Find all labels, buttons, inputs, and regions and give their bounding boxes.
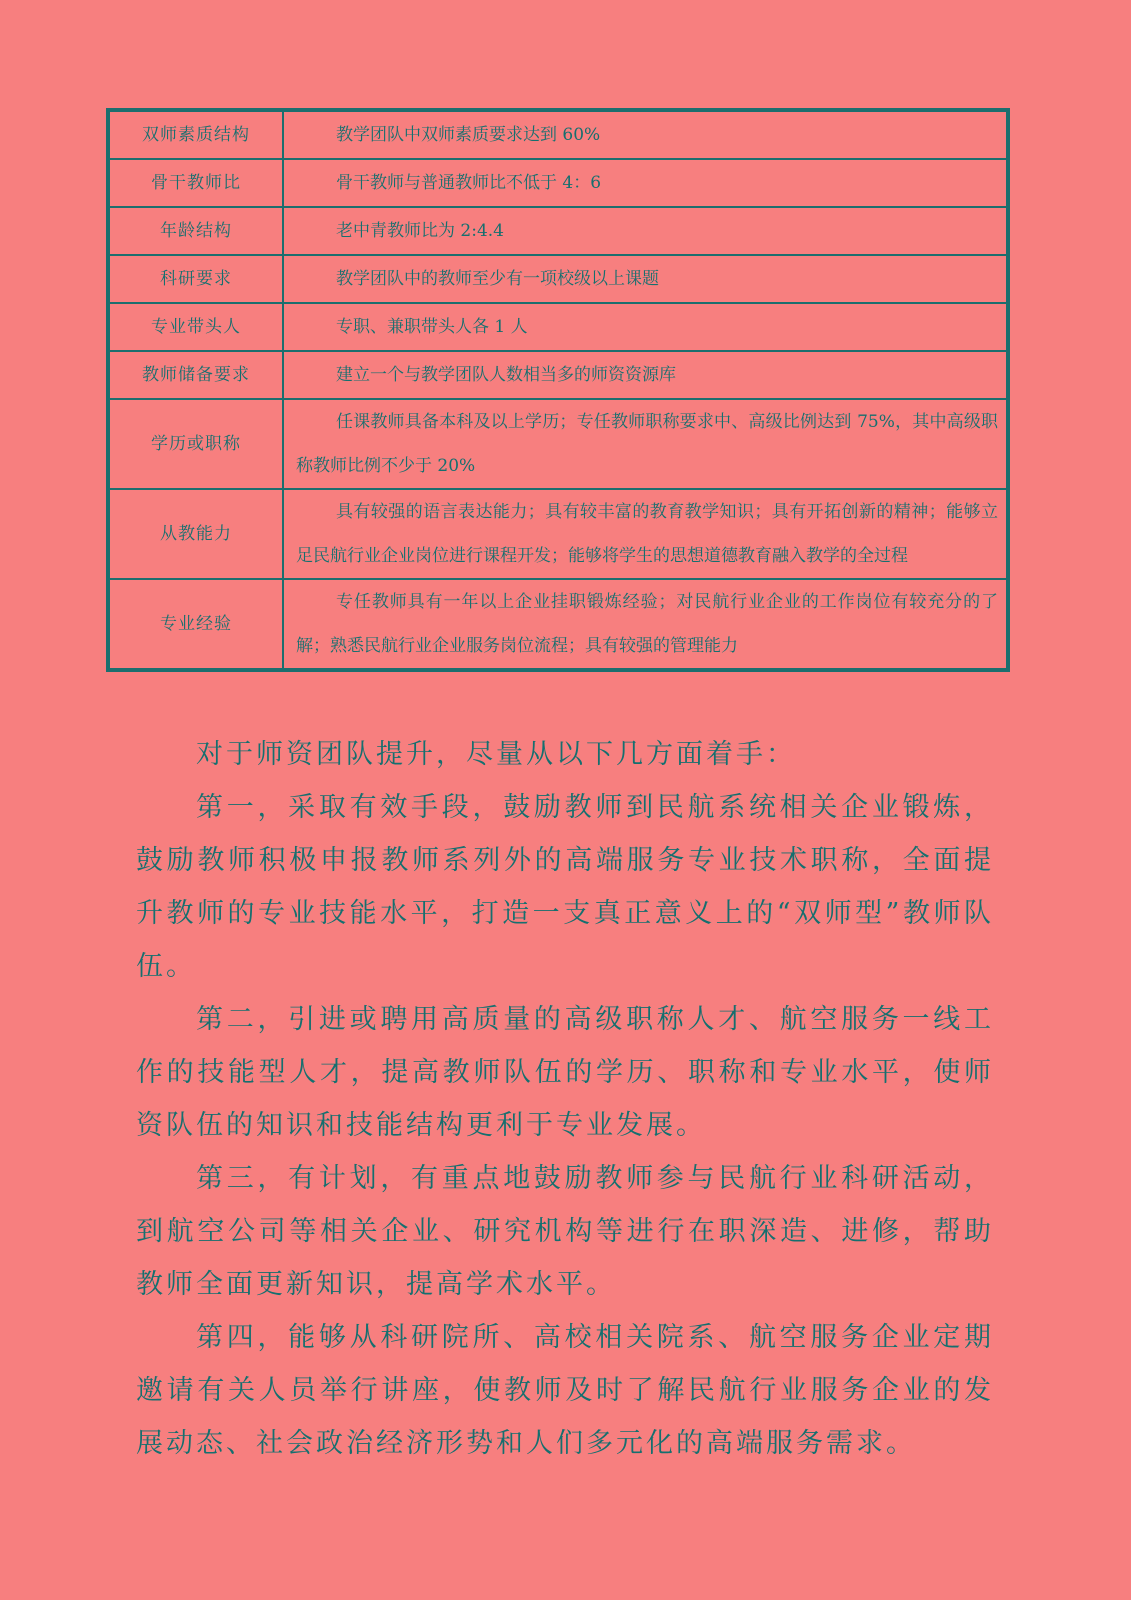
row-description (283, 110, 1008, 159)
table-row (108, 207, 1008, 255)
table-row (108, 303, 1008, 351)
table-row (108, 351, 1008, 399)
row-description (283, 255, 1008, 303)
row-label: 从教能力 (108, 489, 283, 579)
paragraph-third: 第三，有计划，有重点地鼓励教师参与民航行业科研活动，到航空公司等相关企业、研究机构等进行在职深造、进修，帮助教师全面更新知识，提高学术水平。 (136, 1163, 994, 1300)
paragraph-fourth: 第四，能够从科研院所、高校相关院系、航空服务企业定期邀请有关人员举行讲座，使教师及时了解民航行业服务企业的发展动态、社会政治经济形势和人们多元化的高端服务需求。 (136, 1322, 994, 1459)
row-description-text: 骨干教师与普通教师比不低于 4：6 (336, 173, 602, 193)
row-description-text: 教学团队中的教师至少有一项校级以上课题 (336, 269, 659, 289)
row-description (283, 207, 1008, 255)
row-description (283, 579, 1008, 670)
row-label: 科研要求 (108, 255, 283, 303)
row-description (283, 351, 1008, 399)
row-label: 双师素质结构 (108, 110, 283, 159)
row-description-text: 专职、兼职带头人各 1 人 (336, 317, 528, 337)
row-description-text: 老中青教师比为 2:4.4 (336, 221, 504, 241)
table-row (108, 399, 1008, 489)
row-label: 专业经验 (108, 579, 283, 670)
row-description (283, 303, 1008, 351)
row-description-text: 专任教师具有一年以上企业挂职锻炼经验；对民航行业企业的工作岗位有较充分的了解；熟悉民航行业企业服务岗位流程；具有较强的管理能力 (296, 592, 998, 656)
row-label: 年龄结构 (108, 207, 283, 255)
table-row (108, 110, 1008, 159)
paragraph-first: 第一，采取有效手段，鼓励教师到民航系统相关企业锻炼，鼓励教师积极申报教师系列外的高端服务专业技术职称，全面提升教师的专业技能水平，打造一支真正意义上的“双师型”教师队伍。 (136, 792, 994, 982)
table-row (108, 489, 1008, 579)
row-description (283, 159, 1008, 207)
row-description-text: 建立一个与教学团队人数相当多的师资资源库 (336, 365, 676, 385)
table-row (108, 579, 1008, 670)
row-description-text: 教学团队中双师素质要求达到 60% (336, 125, 601, 145)
row-label: 专业带头人 (108, 303, 283, 351)
row-label: 教师储备要求 (108, 351, 283, 399)
body-text (136, 728, 994, 1470)
intro-paragraph: 对于师资团队提升，尽量从以下几方面着手： (196, 739, 796, 770)
row-label: 骨干教师比 (108, 159, 283, 207)
row-description (283, 489, 1008, 579)
paragraph-second: 第二，引进或聘用高质量的高级职称人才、航空服务一线工作的技能型人才，提高教师队伍的学历、职称和专业水平，使师资队伍的知识和技能结构更利于专业发展。 (136, 1004, 994, 1141)
table-row (108, 255, 1008, 303)
row-description-text: 任课教师具备本科及以上学历；专任教师职称要求中、高级比例达到 75%，其中高级职称教师比例不少于 20% (296, 412, 998, 476)
table-row (108, 159, 1008, 207)
row-label: 学历或职称 (108, 399, 283, 489)
teacher-requirements-table (106, 108, 1010, 672)
row-description (283, 399, 1008, 489)
row-description-text: 具有较强的语言表达能力；具有较丰富的教育教学知识；具有开拓创新的精神；能够立足民航行业企业岗位进行课程开发；能够将学生的思想道德教育融入教学的全过程 (296, 502, 998, 566)
